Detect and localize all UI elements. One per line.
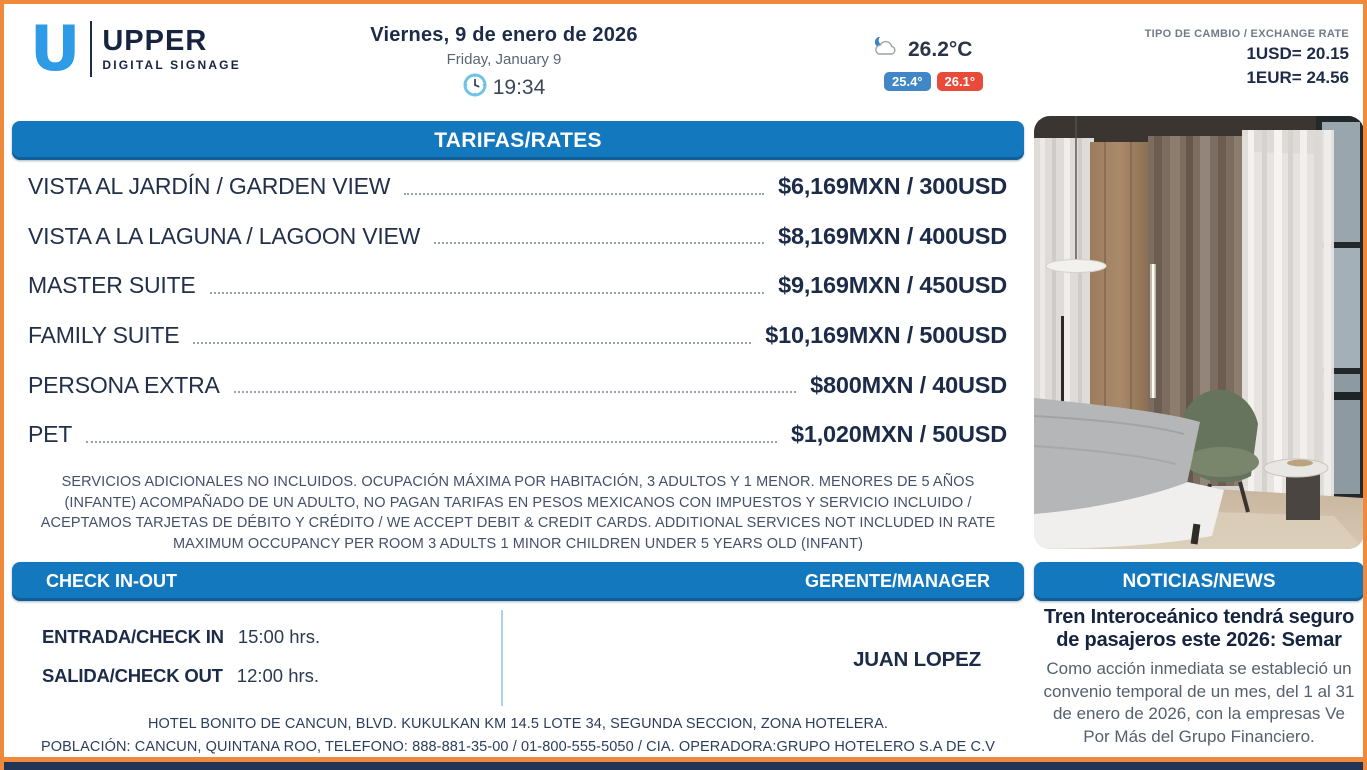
rate-price: $1,020MXN / 50USD [790, 421, 1007, 448]
rates-list [12, 162, 1024, 460]
bottom-navy-strip [4, 762, 1363, 770]
temp-high-badge: 26.1° [937, 72, 984, 91]
check-label: SALIDA/CHECK OUT [42, 665, 223, 686]
dotted-leader [210, 292, 765, 294]
upper-logo-u-icon: U [30, 12, 81, 85]
dotted-leader [234, 391, 796, 393]
rate-label: PERSONA EXTRA [28, 371, 220, 398]
logo-divider [90, 21, 92, 77]
rate-label: VISTA AL JARDÍN / GARDEN VIEW [28, 173, 391, 200]
rate-price: $800MXN / 40USD [810, 371, 1007, 398]
check-value: 15:00 hrs. [237, 626, 321, 647]
rate-row [12, 311, 1024, 361]
upper-logo [30, 12, 241, 85]
date-english: Friday, January 9 [446, 51, 562, 68]
check-row [42, 665, 320, 687]
temp-low-badge: 25.4° [884, 72, 931, 91]
weather-temp: 26.2°C [908, 38, 973, 61]
rates-disclaimer: SERVICIOS ADICIONALES NO INCLUIDOS. OCUPACIÓN MÁXIMA POR HABITACIÓN, 3 ADULTOS Y 1 MENOR. MENORES DE 5 AÑOS (INFANTE) ACOMPAÑADO DE UN ADULTO, NO PAGAN TARIFAS EN PESOS MEXICANOS CON IMPUESTOS Y SERVICIO INCLUIDO / ACEPTAMOS TARJETAS DE DÉBITO Y CRÉDITO / WE ACCEPT DEBIT & CREDIT CARDS. ADDITIONAL SERVICES NOT INCLUDED IN RATE MAXIMUM OCCUPANCY PER ROOM 3 ADULTS 1 MINOR CHILDREN UNDER 5 YEARS OLD (INFANT) [40, 474, 996, 552]
room-photo [1034, 116, 1364, 549]
rate-row [12, 261, 1024, 311]
rate-row [12, 410, 1024, 460]
weather-block [872, 34, 1002, 91]
check-label: ENTRADA/CHECK IN [42, 626, 224, 647]
rate-label: FAMILY SUITE [28, 322, 180, 349]
rate-price: $6,169MXN / 300USD [778, 173, 1007, 200]
dotted-leader [404, 193, 764, 195]
rate-price: $9,169MXN / 450USD [778, 272, 1007, 299]
hotel-address: HOTEL BONITO DE CANCUN, BLVD. KUKULKAN KM 14.5 LOTE 34, SEGUNDA SECCION, ZONA HOTELERA. [147, 716, 889, 732]
rate-row [12, 360, 1024, 410]
exchange-rate-block [1145, 28, 1349, 88]
logo-name: UPPER [102, 25, 208, 57]
hotel-contact: POBLACIÓN: CANCUN, QUINTANA ROO, TELEFONO: 888-881-35-00 / 01-800-555-5050 / CIA. OPERADORA:GRUPO HOTELERO S.A DE C.V [41, 739, 995, 755]
dotted-leader [193, 342, 751, 344]
check-value: 12:00 hrs. [236, 665, 320, 686]
rate-row [12, 212, 1024, 262]
usd-rate: 1USD= 20.15 [1246, 44, 1349, 63]
rate-row [12, 162, 1024, 212]
check-rows [42, 626, 320, 704]
rate-label: VISTA A LA LAGUNA / LAGOON VIEW [28, 222, 421, 249]
eur-rate: 1EUR= 24.56 [1246, 68, 1349, 87]
news-header-bar [1034, 562, 1364, 601]
vertical-divider [501, 610, 503, 706]
check-header-bar [12, 562, 1024, 601]
check-row [42, 626, 320, 648]
news-body: Como acción inmediata se estableció un convenio temporal de un mes, del 1 al 31 de enero de 2026, con la empresas Ve Por Más del Grupo Financiero. [1043, 659, 1355, 746]
check-area [12, 604, 1024, 712]
rate-price: $10,169MXN / 500USD [765, 322, 1007, 349]
manager-title: GERENTE/MANAGER [804, 571, 990, 591]
rate-label: PET [28, 421, 73, 448]
rates-title: TARIFAS/RATES [434, 128, 602, 152]
datetime-block [294, 24, 714, 103]
rate-price: $8,169MXN / 400USD [778, 222, 1007, 249]
news-title: NOTICIAS/NEWS [1122, 570, 1276, 592]
manager-name: JUAN LOPEZ [853, 648, 981, 671]
hotel-footer [12, 716, 1024, 755]
current-time: 19:34 [492, 76, 546, 99]
exchange-rate-label: TIPO DE CAMBIO / EXCHANGE RATE [1144, 28, 1349, 40]
news-headline: Tren Interoceánico tendrá seguro de pasajeros este 2026: Semar [1043, 606, 1355, 652]
dotted-leader [434, 242, 764, 244]
logo-tagline: DIGITAL SIGNAGE [102, 58, 241, 72]
dotted-leader [86, 441, 777, 443]
rate-label: MASTER SUITE [28, 272, 196, 299]
date-spanish: Viernes, 9 de enero de 2026 [370, 24, 638, 46]
moon-cloud-icon [872, 34, 902, 66]
rates-header-bar [12, 121, 1024, 160]
check-title: CHECK IN-OUT [46, 571, 177, 591]
clock-icon [463, 73, 487, 103]
